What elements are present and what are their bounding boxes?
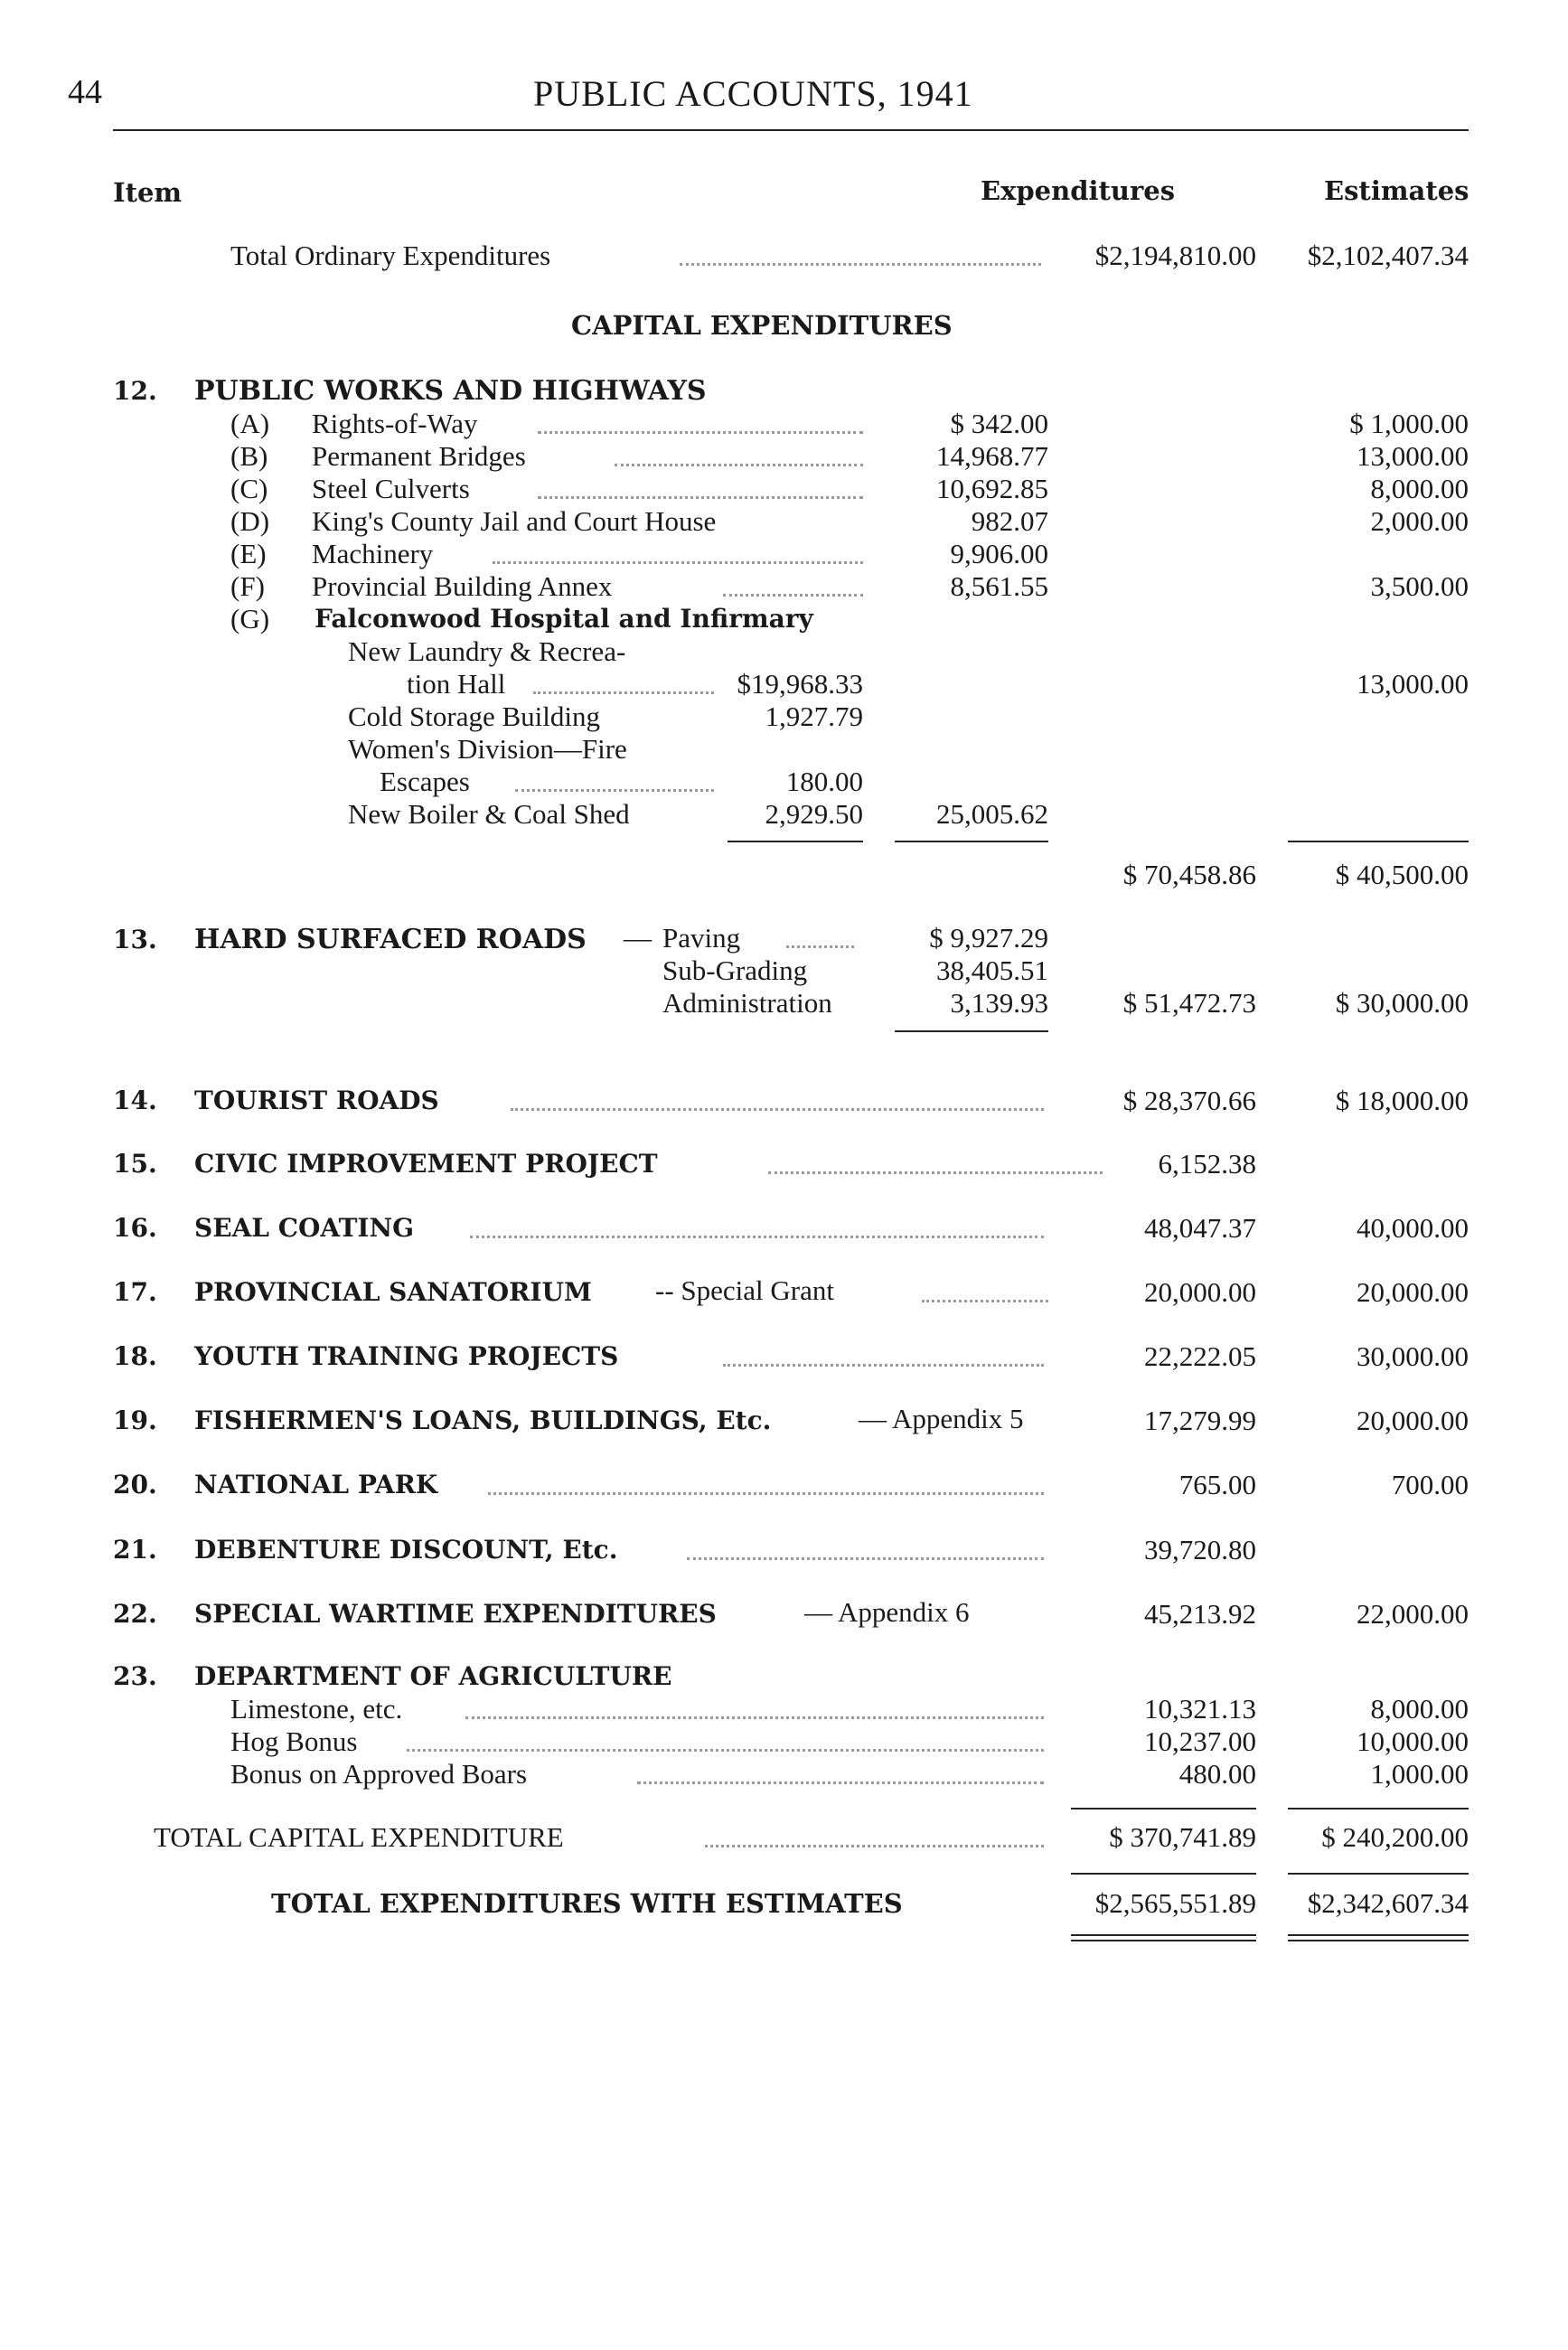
item-expenditure: 39,720.80 (1144, 1534, 1256, 1565)
section-total-expenditure: $ 51,472.73 (1122, 987, 1256, 1019)
row-amount: 8,561.55 (950, 570, 1048, 602)
ordinary-expenditure: $2,194,810.00 (1094, 240, 1256, 271)
ordinary-estimate: $2,102,407.34 (1307, 240, 1469, 271)
leader-dots (465, 1716, 1044, 1719)
leader-dots (723, 1364, 1044, 1367)
grand-total-expenditure: $2,565,551.89 (1094, 1887, 1256, 1919)
row-amount: 10,692.85 (936, 473, 1048, 504)
item-title: YOUTH TRAINING PROJECTS (194, 1341, 619, 1371)
section-total-estimate: $ 40,500.00 (1335, 859, 1469, 890)
sub-row-amount: 1,927.79 (765, 700, 863, 732)
row-label: Machinery (312, 538, 434, 569)
row-letter: (C) (230, 473, 268, 504)
item-number: 21. (113, 1535, 157, 1565)
row-estimate: 3,500.00 (1370, 570, 1469, 602)
sub-row-label: Escapes (380, 766, 470, 797)
double-rule (1288, 1934, 1469, 1936)
sub-row-label: Hog Bonus (230, 1725, 358, 1757)
column-header-item: Item (113, 177, 183, 208)
row-amount: 9,906.00 (950, 538, 1048, 569)
item-title: FISHERMEN'S LOANS, BUILDINGS, Etc. (194, 1405, 772, 1435)
item-number: 19. (113, 1405, 157, 1435)
row-estimate: $ 1,000.00 (1349, 408, 1469, 439)
item-number: 13. (113, 925, 157, 954)
item-number: 15. (113, 1149, 157, 1179)
row-letter: (G) (230, 603, 270, 634)
sum-rule (895, 841, 1048, 842)
total-capital-expenditure: $ 370,741.89 (1109, 1821, 1256, 1853)
sub-row-label: Paving (662, 922, 741, 954)
section-heading: CAPITAL EXPENDITURES (571, 310, 953, 341)
double-rule (1071, 1940, 1256, 1941)
item-title: TOURIST ROADS (194, 1086, 439, 1115)
item-number: 20. (113, 1470, 157, 1499)
sub-row-expenditure: 10,321.13 (1144, 1693, 1256, 1725)
item-title: DEPARTMENT OF AGRICULTURE (194, 1661, 672, 1691)
leader-dots (493, 561, 863, 564)
row-label: Steel Culverts (312, 473, 470, 504)
leader-dots (538, 431, 863, 434)
sub-row-amount: 180.00 (785, 766, 863, 797)
row-estimate: 2,000.00 (1370, 505, 1469, 537)
item-expenditure: 17,279.99 (1144, 1405, 1256, 1436)
section-total-expenditure: $ 70,458.86 (1122, 859, 1256, 890)
item-number: 22. (113, 1599, 157, 1629)
item-expenditure: 765.00 (1178, 1469, 1256, 1500)
sub-row-amount: $ 9,927.29 (929, 922, 1048, 954)
sub-row-label: Sub-Grading (662, 954, 808, 986)
row-amount: 982.07 (971, 505, 1048, 537)
row-label: Provincial Building Annex (312, 570, 613, 602)
sum-rule (1288, 1873, 1469, 1875)
item-number: 14. (113, 1086, 157, 1115)
total-capital-label: TOTAL CAPITAL EXPENDITURE (154, 1821, 564, 1853)
item-title: SEAL COATING (194, 1213, 415, 1243)
sub-row-estimate: 13,000.00 (1357, 668, 1469, 700)
item-number: 12. (113, 376, 157, 406)
item-estimate: 700.00 (1391, 1469, 1469, 1500)
item-number: 17. (113, 1277, 157, 1307)
column-header-expenditures: Expenditures (981, 175, 1176, 206)
item-expenditure: 20,000.00 (1144, 1276, 1256, 1308)
sum-rule (895, 1030, 1048, 1032)
row-letter: (D) (230, 505, 270, 537)
item-estimate: 20,000.00 (1357, 1276, 1469, 1308)
sub-row-label: Women's Division—Fire (348, 733, 627, 765)
sub-item-title: Falconwood Hospital and Infirmary (315, 604, 813, 634)
leader-dots (615, 464, 863, 466)
section-total-estimate: $ 30,000.00 (1335, 987, 1469, 1019)
item-suffix: — Appendix 6 (804, 1596, 970, 1628)
double-rule (1071, 1934, 1256, 1936)
row-label: Rights-of-Way (312, 408, 478, 439)
item-expenditure: 45,213.92 (1144, 1598, 1256, 1630)
item-estimate: 20,000.00 (1357, 1405, 1469, 1436)
column-header-estimates: Estimates (1324, 175, 1469, 206)
row-letter: (A) (230, 408, 270, 439)
sub-row-expenditure: 10,237.00 (1144, 1725, 1256, 1757)
item-title: HARD SURFACED ROADS (194, 924, 587, 955)
item-expenditure: 48,047.37 (1144, 1212, 1256, 1244)
sub-row-estimate: 1,000.00 (1370, 1758, 1469, 1790)
sub-total-amount: 25,005.62 (936, 798, 1048, 830)
leader-dots (680, 263, 1041, 266)
sub-row-label: New Laundry & Recrea- (348, 635, 626, 667)
ordinary-label: Total Ordinary Expenditures (230, 240, 551, 271)
item-expenditure: 6,152.38 (1158, 1148, 1256, 1180)
sub-row-label: Bonus on Approved Boars (230, 1758, 528, 1790)
leader-dots (786, 945, 854, 948)
sub-row-expenditure: 480.00 (1178, 1758, 1256, 1790)
row-amount: $ 342.00 (950, 408, 1048, 439)
page-title: PUBLIC ACCOUNTS, 1941 (533, 73, 973, 114)
item-expenditure: $ 28,370.66 (1122, 1085, 1256, 1116)
item-title: CIVIC IMPROVEMENT PROJECT (194, 1149, 658, 1179)
item-title: SPECIAL WARTIME EXPENDITURES (194, 1599, 717, 1629)
grand-total-label: TOTAL EXPENDITURES WITH ESTIMATES (271, 1888, 903, 1919)
sub-row-amount: $19,968.33 (737, 668, 863, 700)
leader-dots (511, 1108, 1044, 1111)
title-dash: — (624, 922, 652, 954)
item-title: PROVINCIAL SANATORIUM (194, 1277, 592, 1307)
item-estimate: $ 18,000.00 (1335, 1085, 1469, 1116)
sub-row-estimate: 8,000.00 (1370, 1693, 1469, 1725)
leader-dots (538, 496, 863, 499)
item-suffix: -- Special Grant (655, 1274, 834, 1306)
sub-row-amount: 3,139.93 (950, 987, 1048, 1019)
item-title: PUBLIC WORKS AND HIGHWAYS (194, 375, 707, 407)
sum-rule (1288, 1808, 1469, 1810)
leader-dots (515, 789, 714, 792)
sub-row-amount: 38,405.51 (936, 954, 1048, 986)
row-amount: 14,968.77 (936, 440, 1048, 472)
sum-rule (1288, 841, 1469, 842)
row-letter: (B) (230, 440, 268, 472)
leader-dots (723, 594, 863, 597)
sub-row-label: tion Hall (407, 668, 506, 700)
item-title: NATIONAL PARK (194, 1470, 438, 1499)
item-number: 23. (113, 1661, 157, 1691)
sub-row-label: Cold Storage Building (348, 700, 600, 732)
sum-rule (1071, 1873, 1256, 1875)
row-estimate: 8,000.00 (1370, 473, 1469, 504)
grand-total-estimate: $2,342,607.34 (1307, 1887, 1469, 1919)
item-number: 18. (113, 1341, 157, 1371)
leader-dots (470, 1236, 1044, 1238)
item-estimate: 40,000.00 (1357, 1212, 1469, 1244)
item-estimate: 30,000.00 (1357, 1340, 1469, 1372)
item-number: 16. (113, 1213, 157, 1243)
item-suffix: — Appendix 5 (859, 1403, 1024, 1434)
item-title: DEBENTURE DISCOUNT, Etc. (194, 1535, 618, 1565)
page-number: 44 (68, 73, 102, 111)
row-label: Permanent Bridges (312, 440, 526, 472)
sub-row-label: Limestone, etc. (230, 1693, 403, 1725)
sub-row-label: New Boiler & Coal Shed (348, 798, 630, 830)
item-estimate: 22,000.00 (1357, 1598, 1469, 1630)
sum-rule (1071, 1808, 1256, 1810)
leader-dots (637, 1781, 1044, 1784)
leader-dots (407, 1749, 1044, 1752)
item-expenditure: 22,222.05 (1144, 1340, 1256, 1372)
sub-row-label: Administration (662, 987, 832, 1019)
row-label: King's County Jail and Court House (312, 505, 717, 537)
sub-row-estimate: 10,000.00 (1357, 1725, 1469, 1757)
row-letter: (E) (230, 538, 267, 569)
row-estimate: 13,000.00 (1357, 440, 1469, 472)
header-rule (113, 129, 1469, 131)
leader-dots (705, 1845, 1044, 1847)
double-rule (1288, 1940, 1469, 1941)
leader-dots (922, 1300, 1048, 1302)
leader-dots (488, 1492, 1044, 1495)
row-letter: (F) (230, 570, 265, 602)
sum-rule (728, 841, 863, 842)
sub-row-amount: 2,929.50 (765, 798, 863, 830)
total-capital-estimate: $ 240,200.00 (1321, 1821, 1469, 1853)
leader-dots (687, 1557, 1044, 1560)
